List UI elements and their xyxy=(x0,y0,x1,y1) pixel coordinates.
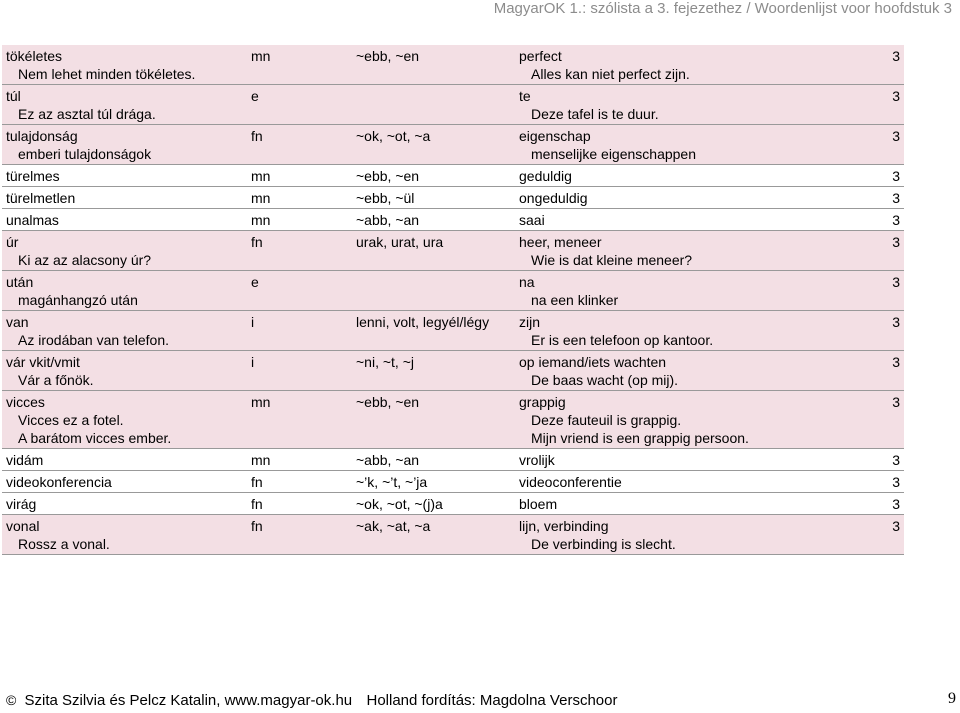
chapter-level xyxy=(875,391,904,449)
dutch-translation xyxy=(515,471,875,493)
word-type-text: mn xyxy=(251,48,271,64)
dutch-translation-text: perfect xyxy=(519,48,562,64)
dutch-translation-text: videoconferentie xyxy=(519,474,622,490)
chapter-level xyxy=(875,471,904,493)
vocabulary-table xyxy=(2,45,904,555)
dutch-translation xyxy=(515,85,875,125)
word-type xyxy=(247,187,352,209)
dutch-translation xyxy=(515,45,875,85)
word-suffixes xyxy=(352,271,515,311)
hungarian-word-example: Vár a főnök. xyxy=(18,372,94,388)
dutch-translation xyxy=(515,311,875,351)
chapter-level xyxy=(875,231,904,271)
word-type-text: fn xyxy=(251,474,263,490)
chapter-level xyxy=(875,515,904,555)
dutch-translation xyxy=(515,515,875,555)
chapter-level-text: 3 xyxy=(892,394,900,410)
dutch-translation xyxy=(515,391,875,449)
chapter-level-text: 3 xyxy=(892,452,900,468)
word-type xyxy=(247,271,352,311)
chapter-level xyxy=(875,493,904,515)
word-suffixes-text: ~ak, ~at, ~a xyxy=(356,518,431,534)
hungarian-word-text: vonal xyxy=(6,518,40,534)
word-type-text: fn xyxy=(251,518,263,534)
chapter-level xyxy=(875,187,904,209)
word-type xyxy=(247,165,352,187)
dutch-translation xyxy=(515,271,875,311)
word-type xyxy=(247,391,352,449)
hungarian-word-example: emberi tulajdonságok xyxy=(18,146,152,162)
dutch-translation-text: lijn, verbinding xyxy=(519,518,609,534)
table-row xyxy=(2,165,904,187)
word-type xyxy=(247,493,352,515)
word-type-text: mn xyxy=(251,190,271,206)
page-footer xyxy=(6,692,956,709)
word-type xyxy=(247,449,352,471)
hungarian-word-text: úr xyxy=(6,234,19,250)
word-type xyxy=(247,351,352,391)
page-header-title: MagyarOK 1.: szólista a 3. fejezethez / Woordenlijst voor hoofdstuk 3 xyxy=(493,0,952,17)
dutch-translation-example: Alles kan niet perfect zijn. xyxy=(531,66,690,82)
table-row xyxy=(2,449,904,471)
dutch-translation-text: ongeduldig xyxy=(519,190,588,206)
word-suffixes-text: ~abb, ~an xyxy=(356,212,420,228)
chapter-level-text: 3 xyxy=(892,274,900,290)
word-type-text: mn xyxy=(251,168,271,184)
word-suffixes-text: ~ebb, ~en xyxy=(356,48,420,64)
table-row xyxy=(2,45,904,85)
footer-authors: Szita Szilvia és Pelcz Katalin, www.magyar-ok.hu xyxy=(24,692,353,709)
chapter-level xyxy=(875,271,904,311)
hungarian-word xyxy=(2,85,247,125)
hungarian-word xyxy=(2,271,247,311)
hungarian-word-example: Nem lehet minden tökéletes. xyxy=(18,66,196,82)
chapter-level xyxy=(875,209,904,231)
chapter-level-text: 3 xyxy=(892,518,900,534)
hungarian-word-example: Rossz a vonal. xyxy=(18,536,110,552)
word-suffixes xyxy=(352,165,515,187)
hungarian-word xyxy=(2,45,247,85)
dutch-translation xyxy=(515,165,875,187)
dutch-translation-text: na xyxy=(519,274,535,290)
word-type-text: e xyxy=(251,88,259,104)
dutch-translation-text: eigenschap xyxy=(519,128,591,144)
word-suffixes xyxy=(352,471,515,493)
hungarian-word-text: tulajdonság xyxy=(6,128,78,144)
dutch-translation xyxy=(515,449,875,471)
word-suffixes xyxy=(352,391,515,449)
word-suffixes-text: ~ebb, ~en xyxy=(356,394,420,410)
hungarian-word-text: után xyxy=(6,274,34,290)
hungarian-word xyxy=(2,391,247,449)
word-suffixes xyxy=(352,351,515,391)
word-type xyxy=(247,209,352,231)
hungarian-word-text: türelmes xyxy=(6,168,60,184)
chapter-level xyxy=(875,85,904,125)
table-row xyxy=(2,311,904,351)
dutch-translation xyxy=(515,351,875,391)
hungarian-word-text: van xyxy=(6,314,29,330)
hungarian-word-example: magánhangzó után xyxy=(18,292,138,308)
hungarian-word-text: vidám xyxy=(6,452,44,468)
hungarian-word-text: türelmetlen xyxy=(6,190,76,206)
chapter-level xyxy=(875,45,904,85)
word-suffixes xyxy=(352,493,515,515)
table-row xyxy=(2,187,904,209)
word-suffixes xyxy=(352,449,515,471)
dutch-translation-text: grappig xyxy=(519,394,566,410)
copyright-icon: © xyxy=(6,692,17,708)
table-row xyxy=(2,471,904,493)
hungarian-word-text: vár vkit/vmit xyxy=(6,354,80,370)
hungarian-word xyxy=(2,209,247,231)
hungarian-word xyxy=(2,515,247,555)
word-suffixes xyxy=(352,125,515,165)
word-type xyxy=(247,45,352,85)
dutch-translation xyxy=(515,209,875,231)
word-type-text: mn xyxy=(251,452,271,468)
hungarian-word xyxy=(2,351,247,391)
hungarian-word xyxy=(2,449,247,471)
word-suffixes-text: ~abb, ~an xyxy=(356,452,420,468)
word-type-text: mn xyxy=(251,394,271,410)
word-type xyxy=(247,515,352,555)
word-type xyxy=(247,311,352,351)
word-type-text: fn xyxy=(251,128,263,144)
dutch-translation-example: Wie is dat kleine meneer? xyxy=(531,252,693,268)
hungarian-word xyxy=(2,231,247,271)
page-number: 9 xyxy=(948,690,956,707)
word-type-text: i xyxy=(251,314,255,330)
table-row xyxy=(2,391,904,449)
dutch-translation-example: De verbinding is slecht. xyxy=(531,536,676,552)
word-suffixes-text: ~’k, ~’t, ~’ja xyxy=(356,474,428,490)
dutch-translation xyxy=(515,231,875,271)
chapter-level-text: 3 xyxy=(892,88,900,104)
table-row xyxy=(2,85,904,125)
word-type-text: fn xyxy=(251,496,263,512)
word-suffixes xyxy=(352,85,515,125)
word-suffixes-text: ~ebb, ~en xyxy=(356,168,420,184)
word-suffixes-text: ~ni, ~t, ~j xyxy=(356,354,414,370)
hungarian-word-example: Vicces ez a fotel. xyxy=(18,412,124,428)
word-type xyxy=(247,125,352,165)
hungarian-word-example: A barátom vicces ember. xyxy=(18,430,172,446)
hungarian-word-text: túl xyxy=(6,88,21,104)
table-row xyxy=(2,125,904,165)
dutch-translation-text: vrolijk xyxy=(519,452,555,468)
dutch-translation-text: geduldig xyxy=(519,168,572,184)
hungarian-word xyxy=(2,187,247,209)
word-suffixes-text: ~ok, ~ot, ~(j)a xyxy=(356,496,443,512)
dutch-translation xyxy=(515,187,875,209)
word-suffixes-text: lenni, volt, legyél/légy xyxy=(356,314,490,330)
footer-translation: Holland fordítás: Magdolna Verschoor xyxy=(366,692,618,709)
dutch-translation-text: zijn xyxy=(519,314,541,330)
table-row xyxy=(2,271,904,311)
word-suffixes xyxy=(352,515,515,555)
dutch-translation-text: saai xyxy=(519,212,545,228)
table-row xyxy=(2,231,904,271)
word-type xyxy=(247,85,352,125)
dutch-translation-example: Er is een telefoon op kantoor. xyxy=(531,332,714,348)
hungarian-word-text: videokonferencia xyxy=(6,474,112,490)
word-suffixes xyxy=(352,311,515,351)
dutch-translation-example: Deze fauteuil is grappig. xyxy=(531,412,682,428)
word-type xyxy=(247,231,352,271)
chapter-level-text: 3 xyxy=(892,314,900,330)
table-row xyxy=(2,515,904,555)
word-suffixes xyxy=(352,209,515,231)
hungarian-word-text: vicces xyxy=(6,394,45,410)
word-suffixes xyxy=(352,187,515,209)
hungarian-word-text: tökéletes xyxy=(6,48,63,64)
word-type-text: mn xyxy=(251,212,271,228)
chapter-level-text: 3 xyxy=(892,48,900,64)
dutch-translation-example: menselijke eigenschappen xyxy=(531,146,696,162)
chapter-level xyxy=(875,449,904,471)
chapter-level-text: 3 xyxy=(892,128,900,144)
chapter-level-text: 3 xyxy=(892,474,900,490)
dutch-translation-text: op iemand/iets wachten xyxy=(519,354,667,370)
word-type-text: i xyxy=(251,354,255,370)
dutch-translation-text: bloem xyxy=(519,496,558,512)
table-row xyxy=(2,351,904,391)
dutch-translation-example: Mijn vriend is een grappig persoon. xyxy=(531,430,749,446)
table-row xyxy=(2,493,904,515)
dutch-translation-example: na een klinker xyxy=(531,292,619,308)
hungarian-word-text: virág xyxy=(6,496,37,512)
chapter-level xyxy=(875,165,904,187)
word-type-text: fn xyxy=(251,234,263,250)
chapter-level-text: 3 xyxy=(892,190,900,206)
hungarian-word xyxy=(2,493,247,515)
dutch-translation-text: te xyxy=(519,88,531,104)
hungarian-word-example: Ki az az alacsony úr? xyxy=(18,252,152,268)
dutch-translation-example: De baas wacht (op mij). xyxy=(531,372,679,388)
hungarian-word xyxy=(2,311,247,351)
chapter-level xyxy=(875,125,904,165)
word-suffixes-text: ~ebb, ~ül xyxy=(356,190,415,206)
chapter-level-text: 3 xyxy=(892,168,900,184)
word-type xyxy=(247,471,352,493)
hungarian-word-example: Ez az asztal túl drága. xyxy=(18,106,156,122)
chapter-level xyxy=(875,351,904,391)
chapter-level xyxy=(875,311,904,351)
word-suffixes xyxy=(352,231,515,271)
word-type-text: e xyxy=(251,274,259,290)
table-row xyxy=(2,209,904,231)
dutch-translation-text: heer, meneer xyxy=(519,234,602,250)
dutch-translation xyxy=(515,493,875,515)
dutch-translation-example: Deze tafel is te duur. xyxy=(531,106,659,122)
word-suffixes-text: urak, urat, ura xyxy=(356,234,444,250)
chapter-level-text: 3 xyxy=(892,496,900,512)
hungarian-word xyxy=(2,165,247,187)
dutch-translation xyxy=(515,125,875,165)
chapter-level-text: 3 xyxy=(892,212,900,228)
chapter-level-text: 3 xyxy=(892,234,900,250)
hungarian-word xyxy=(2,125,247,165)
hungarian-word-text: unalmas xyxy=(6,212,59,228)
word-suffixes xyxy=(352,45,515,85)
word-suffixes-text: ~ok, ~ot, ~a xyxy=(356,128,431,144)
chapter-level-text: 3 xyxy=(892,354,900,370)
hungarian-word xyxy=(2,471,247,493)
hungarian-word-example: Az irodában van telefon. xyxy=(18,332,169,348)
